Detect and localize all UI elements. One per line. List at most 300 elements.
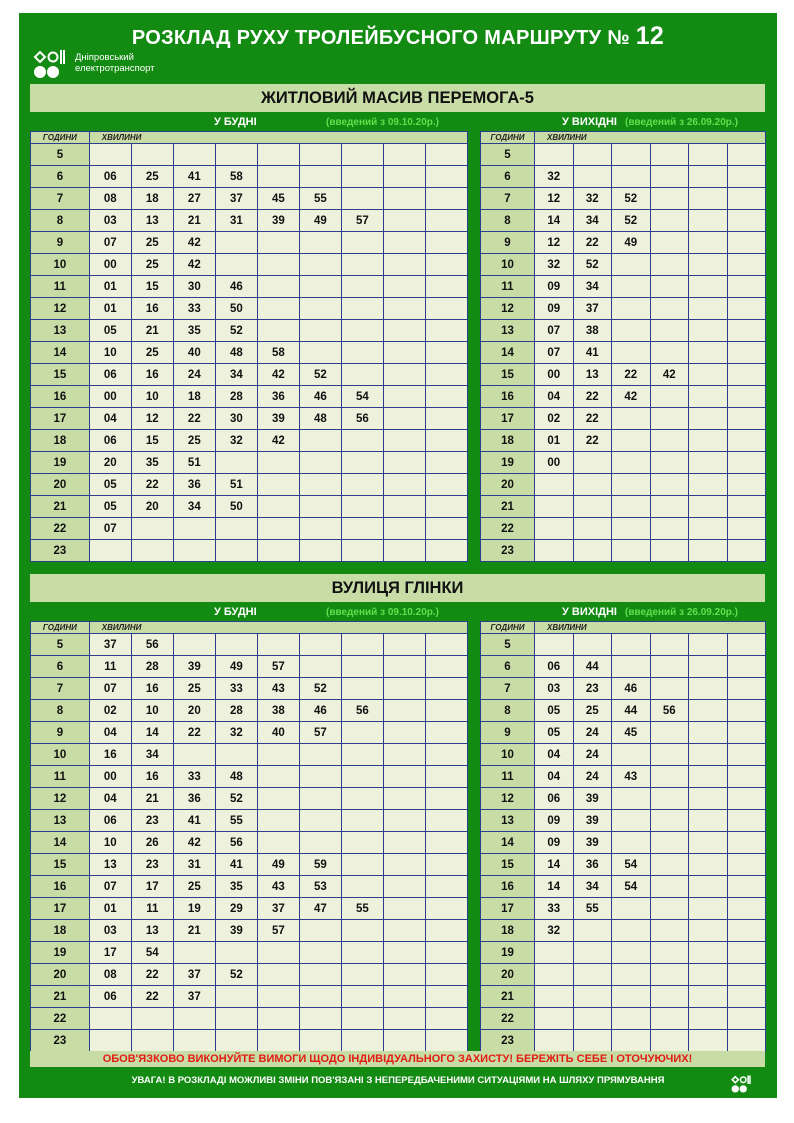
- minute-cell: 26: [131, 832, 173, 854]
- hour-cell: 6: [481, 656, 535, 678]
- minute-cell: [650, 232, 689, 254]
- minute-cell: [341, 166, 383, 188]
- minute-cell: 10: [131, 700, 173, 722]
- minute-cell: 35: [131, 452, 173, 474]
- table-row: [481, 788, 766, 810]
- table-row: [31, 810, 468, 832]
- weekday-timetable-2: [30, 621, 468, 1052]
- table-row: [481, 320, 766, 342]
- minute-cell: 04: [535, 386, 574, 408]
- hour-cell: 9: [31, 722, 90, 744]
- weekend-timetable-2: [480, 621, 766, 1052]
- hours-column-header: ГОДИНИ: [31, 622, 90, 634]
- minute-cell: [383, 298, 425, 320]
- hour-cell: 5: [31, 144, 90, 166]
- minute-cell: 22: [173, 722, 215, 744]
- minute-cell: 44: [573, 656, 612, 678]
- minute-cell: [383, 942, 425, 964]
- minute-cell: [573, 986, 612, 1008]
- minute-cell: [425, 474, 467, 496]
- minute-cell: 25: [173, 430, 215, 452]
- minute-cell: [299, 298, 341, 320]
- minutes-column-header: ХВИЛИНИ: [535, 622, 766, 634]
- minute-cell: 03: [89, 920, 131, 942]
- hour-cell: 12: [481, 298, 535, 320]
- minute-cell: 10: [131, 386, 173, 408]
- minute-cell: [89, 540, 131, 562]
- minute-cell: 20: [89, 452, 131, 474]
- weekend-note-2: (введений з 26.09.20р.): [625, 607, 738, 618]
- minute-cell: 11: [89, 656, 131, 678]
- minute-cell: 09: [535, 298, 574, 320]
- weekend-header-1: [480, 115, 765, 130]
- minute-cell: [689, 986, 728, 1008]
- weekday-header-2: [30, 605, 468, 620]
- hour-cell: 5: [481, 144, 535, 166]
- minute-cell: 27: [173, 188, 215, 210]
- minute-cell: [535, 964, 574, 986]
- minute-cell: [727, 474, 766, 496]
- minute-cell: [727, 144, 766, 166]
- table-row: [31, 254, 468, 276]
- minute-cell: [612, 1030, 651, 1052]
- minute-cell: [650, 1008, 689, 1030]
- minute-cell: 25: [131, 166, 173, 188]
- minute-cell: [612, 942, 651, 964]
- minute-cell: 54: [131, 942, 173, 964]
- company-logo: [33, 48, 193, 80]
- minute-cell: 22: [573, 408, 612, 430]
- logo-line-1: Дніпровський: [75, 52, 134, 63]
- minute-cell: 50: [215, 298, 257, 320]
- minute-cell: [425, 986, 467, 1008]
- minute-cell: 05: [535, 722, 574, 744]
- minute-cell: [612, 430, 651, 452]
- minute-cell: 02: [535, 408, 574, 430]
- minute-cell: 00: [89, 386, 131, 408]
- minute-cell: 25: [131, 232, 173, 254]
- minute-cell: [299, 656, 341, 678]
- hour-cell: 21: [481, 986, 535, 1008]
- hour-cell: 22: [481, 1008, 535, 1030]
- minute-cell: [650, 810, 689, 832]
- minute-cell: [650, 722, 689, 744]
- minute-cell: [612, 474, 651, 496]
- minute-cell: [299, 452, 341, 474]
- minute-cell: 55: [215, 810, 257, 832]
- minute-cell: [299, 232, 341, 254]
- minute-cell: [341, 1008, 383, 1030]
- minute-cell: [425, 430, 467, 452]
- minute-cell: [727, 408, 766, 430]
- hour-cell: 8: [31, 210, 90, 232]
- table-row: [481, 964, 766, 986]
- minute-cell: [215, 452, 257, 474]
- minute-cell: [650, 496, 689, 518]
- minute-cell: [727, 788, 766, 810]
- minute-cell: [612, 254, 651, 276]
- minute-cell: 40: [173, 342, 215, 364]
- minute-cell: 34: [573, 276, 612, 298]
- hours-column-header: ГОДИНИ: [481, 622, 535, 634]
- hour-cell: 15: [31, 364, 90, 386]
- minute-cell: [215, 942, 257, 964]
- section-title-2: ВУЛИЦЯ ГЛІНКИ: [30, 574, 765, 602]
- minute-cell: 35: [173, 320, 215, 342]
- minute-cell: 49: [257, 854, 299, 876]
- minute-cell: [341, 474, 383, 496]
- minute-cell: 21: [173, 920, 215, 942]
- minute-cell: [650, 298, 689, 320]
- hour-cell: 7: [481, 678, 535, 700]
- minute-cell: [650, 144, 689, 166]
- minute-cell: 42: [257, 364, 299, 386]
- minute-cell: [341, 1030, 383, 1052]
- minute-cell: [727, 854, 766, 876]
- minute-cell: 05: [89, 474, 131, 496]
- table-row: [481, 254, 766, 276]
- table-row: [31, 386, 468, 408]
- minute-cell: [650, 276, 689, 298]
- minute-cell: 04: [89, 408, 131, 430]
- minute-cell: [689, 144, 728, 166]
- minute-cell: [535, 144, 574, 166]
- section-title-1: ЖИТЛОВИЙ МАСИВ ПЕРЕМОГА-5: [30, 84, 765, 112]
- minute-cell: [650, 634, 689, 656]
- minute-cell: [612, 788, 651, 810]
- table-row: [481, 452, 766, 474]
- minute-cell: [727, 964, 766, 986]
- minute-cell: [257, 452, 299, 474]
- minute-cell: [425, 386, 467, 408]
- minute-cell: 04: [89, 722, 131, 744]
- minute-cell: 52: [215, 320, 257, 342]
- minute-cell: [425, 942, 467, 964]
- minute-cell: [650, 986, 689, 1008]
- minute-cell: 42: [650, 364, 689, 386]
- table-row: [481, 634, 766, 656]
- minute-cell: [383, 540, 425, 562]
- minute-cell: [257, 744, 299, 766]
- minute-cell: [650, 320, 689, 342]
- minute-cell: [689, 540, 728, 562]
- minute-cell: [727, 386, 766, 408]
- minute-cell: [650, 474, 689, 496]
- minute-cell: [383, 342, 425, 364]
- table-row: [481, 744, 766, 766]
- weekday-note-2: (введений з 09.10.20р.): [326, 607, 439, 618]
- minute-cell: 07: [89, 678, 131, 700]
- table-row: [481, 342, 766, 364]
- minute-cell: 32: [215, 722, 257, 744]
- minute-cell: [535, 474, 574, 496]
- minute-cell: [612, 452, 651, 474]
- minute-cell: [425, 832, 467, 854]
- column-header-row: [31, 132, 468, 144]
- hour-cell: 13: [31, 320, 90, 342]
- minute-cell: [650, 430, 689, 452]
- minute-cell: [383, 634, 425, 656]
- hour-cell: 10: [31, 254, 90, 276]
- minute-cell: 09: [535, 832, 574, 854]
- table-row: [481, 496, 766, 518]
- hour-cell: 14: [481, 832, 535, 854]
- minute-cell: 25: [573, 700, 612, 722]
- minute-cell: [341, 810, 383, 832]
- minute-cell: 39: [573, 810, 612, 832]
- minute-cell: 48: [215, 766, 257, 788]
- table-row: [31, 188, 468, 210]
- minute-cell: 13: [89, 854, 131, 876]
- minute-cell: [173, 144, 215, 166]
- minute-cell: [299, 942, 341, 964]
- minute-cell: [573, 518, 612, 540]
- minute-cell: 06: [89, 810, 131, 832]
- minute-cell: [612, 656, 651, 678]
- minute-cell: [299, 788, 341, 810]
- minute-cell: [299, 342, 341, 364]
- table-row: [31, 1030, 468, 1052]
- minute-cell: [299, 1008, 341, 1030]
- minute-cell: 18: [131, 188, 173, 210]
- table-row: [31, 656, 468, 678]
- minute-cell: [341, 518, 383, 540]
- minute-cell: [341, 452, 383, 474]
- minute-cell: [612, 408, 651, 430]
- safety-warning: ОБОВ'ЯЗКОВО ВИКОНУЙТЕ ВИМОГИ ЩОДО ІНДИВІДУАЛЬНОГО ЗАХИСТУ! БЕРЕЖІТЬ СЕБЕ І ОТОЧУЮЧИХ!: [30, 1051, 765, 1067]
- table-row: [31, 964, 468, 986]
- minute-cell: 46: [299, 386, 341, 408]
- minute-cell: [383, 722, 425, 744]
- minute-cell: [573, 166, 612, 188]
- minute-cell: [173, 634, 215, 656]
- minute-cell: [341, 722, 383, 744]
- minute-cell: 16: [89, 744, 131, 766]
- hour-cell: 11: [481, 276, 535, 298]
- minute-cell: [727, 254, 766, 276]
- minute-cell: 56: [341, 408, 383, 430]
- hour-cell: 23: [31, 1030, 90, 1052]
- minute-cell: 42: [612, 386, 651, 408]
- hour-cell: 13: [481, 320, 535, 342]
- minute-cell: [425, 166, 467, 188]
- minute-cell: 46: [215, 276, 257, 298]
- table-row: [481, 364, 766, 386]
- minute-cell: [689, 320, 728, 342]
- minute-cell: [257, 788, 299, 810]
- minute-cell: [131, 518, 173, 540]
- minute-cell: 23: [131, 810, 173, 832]
- minute-cell: 32: [215, 430, 257, 452]
- minute-cell: [383, 276, 425, 298]
- minute-cell: 52: [215, 964, 257, 986]
- hour-cell: 12: [31, 298, 90, 320]
- column-header-row: [481, 132, 766, 144]
- minute-cell: [612, 832, 651, 854]
- minute-cell: [689, 876, 728, 898]
- minute-cell: 38: [257, 700, 299, 722]
- hour-cell: 16: [31, 876, 90, 898]
- table-row: [31, 854, 468, 876]
- minute-cell: [573, 474, 612, 496]
- schedule-sheet: [19, 13, 777, 1098]
- minute-cell: [299, 810, 341, 832]
- minute-cell: [727, 188, 766, 210]
- minute-cell: [650, 408, 689, 430]
- minute-cell: [341, 678, 383, 700]
- minute-cell: 21: [131, 788, 173, 810]
- minute-cell: [425, 1030, 467, 1052]
- hour-cell: 18: [31, 920, 90, 942]
- minute-cell: 01: [89, 898, 131, 920]
- minute-cell: [299, 744, 341, 766]
- minute-cell: [383, 320, 425, 342]
- minute-cell: 17: [131, 876, 173, 898]
- minute-cell: [425, 518, 467, 540]
- minute-cell: 32: [535, 166, 574, 188]
- hour-cell: 10: [481, 744, 535, 766]
- minute-cell: [383, 408, 425, 430]
- title-text: РОЗКЛАД РУХУ ТРОЛЕЙБУСНОГО МАРШРУТУ №: [131, 27, 630, 49]
- minute-cell: [650, 744, 689, 766]
- minute-cell: [650, 210, 689, 232]
- minute-cell: [383, 986, 425, 1008]
- hour-cell: 21: [31, 496, 90, 518]
- minute-cell: [257, 810, 299, 832]
- minute-cell: [612, 320, 651, 342]
- minute-cell: 52: [612, 188, 651, 210]
- minute-cell: [383, 744, 425, 766]
- hour-cell: 23: [481, 1030, 535, 1052]
- minute-cell: [299, 832, 341, 854]
- table-row: [481, 986, 766, 1008]
- minute-cell: 06: [89, 166, 131, 188]
- minute-cell: 11: [131, 898, 173, 920]
- hour-cell: 22: [31, 518, 90, 540]
- minute-cell: [612, 810, 651, 832]
- weekday-label-1: У БУДНІ: [214, 116, 257, 128]
- minute-cell: [689, 430, 728, 452]
- table-row: [31, 898, 468, 920]
- logo-line-2: електротранспорт: [75, 63, 155, 74]
- hour-cell: 15: [31, 854, 90, 876]
- minute-cell: [299, 518, 341, 540]
- minute-cell: [650, 254, 689, 276]
- minute-cell: 28: [131, 656, 173, 678]
- minute-cell: [727, 700, 766, 722]
- minute-cell: [425, 364, 467, 386]
- minute-cell: [650, 656, 689, 678]
- minute-cell: 32: [535, 254, 574, 276]
- table-row: [31, 298, 468, 320]
- minute-cell: [727, 920, 766, 942]
- minute-cell: [341, 766, 383, 788]
- minute-cell: [383, 518, 425, 540]
- minute-cell: [727, 364, 766, 386]
- minute-cell: 57: [299, 722, 341, 744]
- minute-cell: 55: [573, 898, 612, 920]
- minute-cell: 37: [173, 964, 215, 986]
- minute-cell: 35: [215, 876, 257, 898]
- minute-cell: [689, 254, 728, 276]
- minute-cell: [689, 386, 728, 408]
- table-row: [481, 430, 766, 452]
- minute-cell: [257, 166, 299, 188]
- hour-cell: 21: [481, 496, 535, 518]
- minute-cell: [612, 518, 651, 540]
- hour-cell: 19: [481, 452, 535, 474]
- minute-cell: [299, 144, 341, 166]
- table-row: [31, 210, 468, 232]
- minute-cell: 22: [131, 986, 173, 1008]
- minute-cell: 33: [215, 678, 257, 700]
- table-row: [481, 766, 766, 788]
- hour-cell: 6: [481, 166, 535, 188]
- minute-cell: [727, 496, 766, 518]
- hour-cell: 10: [481, 254, 535, 276]
- minute-cell: 51: [173, 452, 215, 474]
- minute-cell: 37: [89, 634, 131, 656]
- hour-cell: 14: [481, 342, 535, 364]
- minute-cell: [689, 722, 728, 744]
- table-row: [481, 678, 766, 700]
- minute-cell: [689, 1030, 728, 1052]
- minute-cell: [425, 232, 467, 254]
- minute-cell: [689, 788, 728, 810]
- hour-cell: 5: [481, 634, 535, 656]
- column-header-row: [31, 622, 468, 634]
- minute-cell: [689, 832, 728, 854]
- minute-cell: 44: [612, 700, 651, 722]
- table-row: [481, 386, 766, 408]
- minute-cell: [425, 210, 467, 232]
- minute-cell: [299, 166, 341, 188]
- minute-cell: 05: [89, 496, 131, 518]
- minute-cell: [727, 342, 766, 364]
- page-title: [19, 22, 777, 51]
- minute-cell: 20: [131, 496, 173, 518]
- table-row: [31, 700, 468, 722]
- table-row: [31, 166, 468, 188]
- minute-cell: [341, 964, 383, 986]
- minute-cell: [215, 540, 257, 562]
- small-logo-icon: [731, 1073, 753, 1095]
- minute-cell: 08: [89, 188, 131, 210]
- minute-cell: [425, 810, 467, 832]
- minute-cell: [425, 656, 467, 678]
- minute-cell: [173, 518, 215, 540]
- minute-cell: 10: [89, 342, 131, 364]
- minute-cell: [727, 232, 766, 254]
- minute-cell: [383, 452, 425, 474]
- minute-cell: [173, 1030, 215, 1052]
- hour-cell: 17: [31, 898, 90, 920]
- minute-cell: [689, 678, 728, 700]
- minute-cell: 50: [215, 496, 257, 518]
- minute-cell: [341, 942, 383, 964]
- hour-cell: 11: [31, 766, 90, 788]
- minute-cell: [383, 210, 425, 232]
- minute-cell: 38: [573, 320, 612, 342]
- minute-cell: [341, 540, 383, 562]
- minute-cell: 42: [257, 430, 299, 452]
- minute-cell: [383, 656, 425, 678]
- minute-cell: [689, 1008, 728, 1030]
- table-row: [481, 298, 766, 320]
- minute-cell: 29: [215, 898, 257, 920]
- minute-cell: 07: [535, 320, 574, 342]
- table-row: [31, 518, 468, 540]
